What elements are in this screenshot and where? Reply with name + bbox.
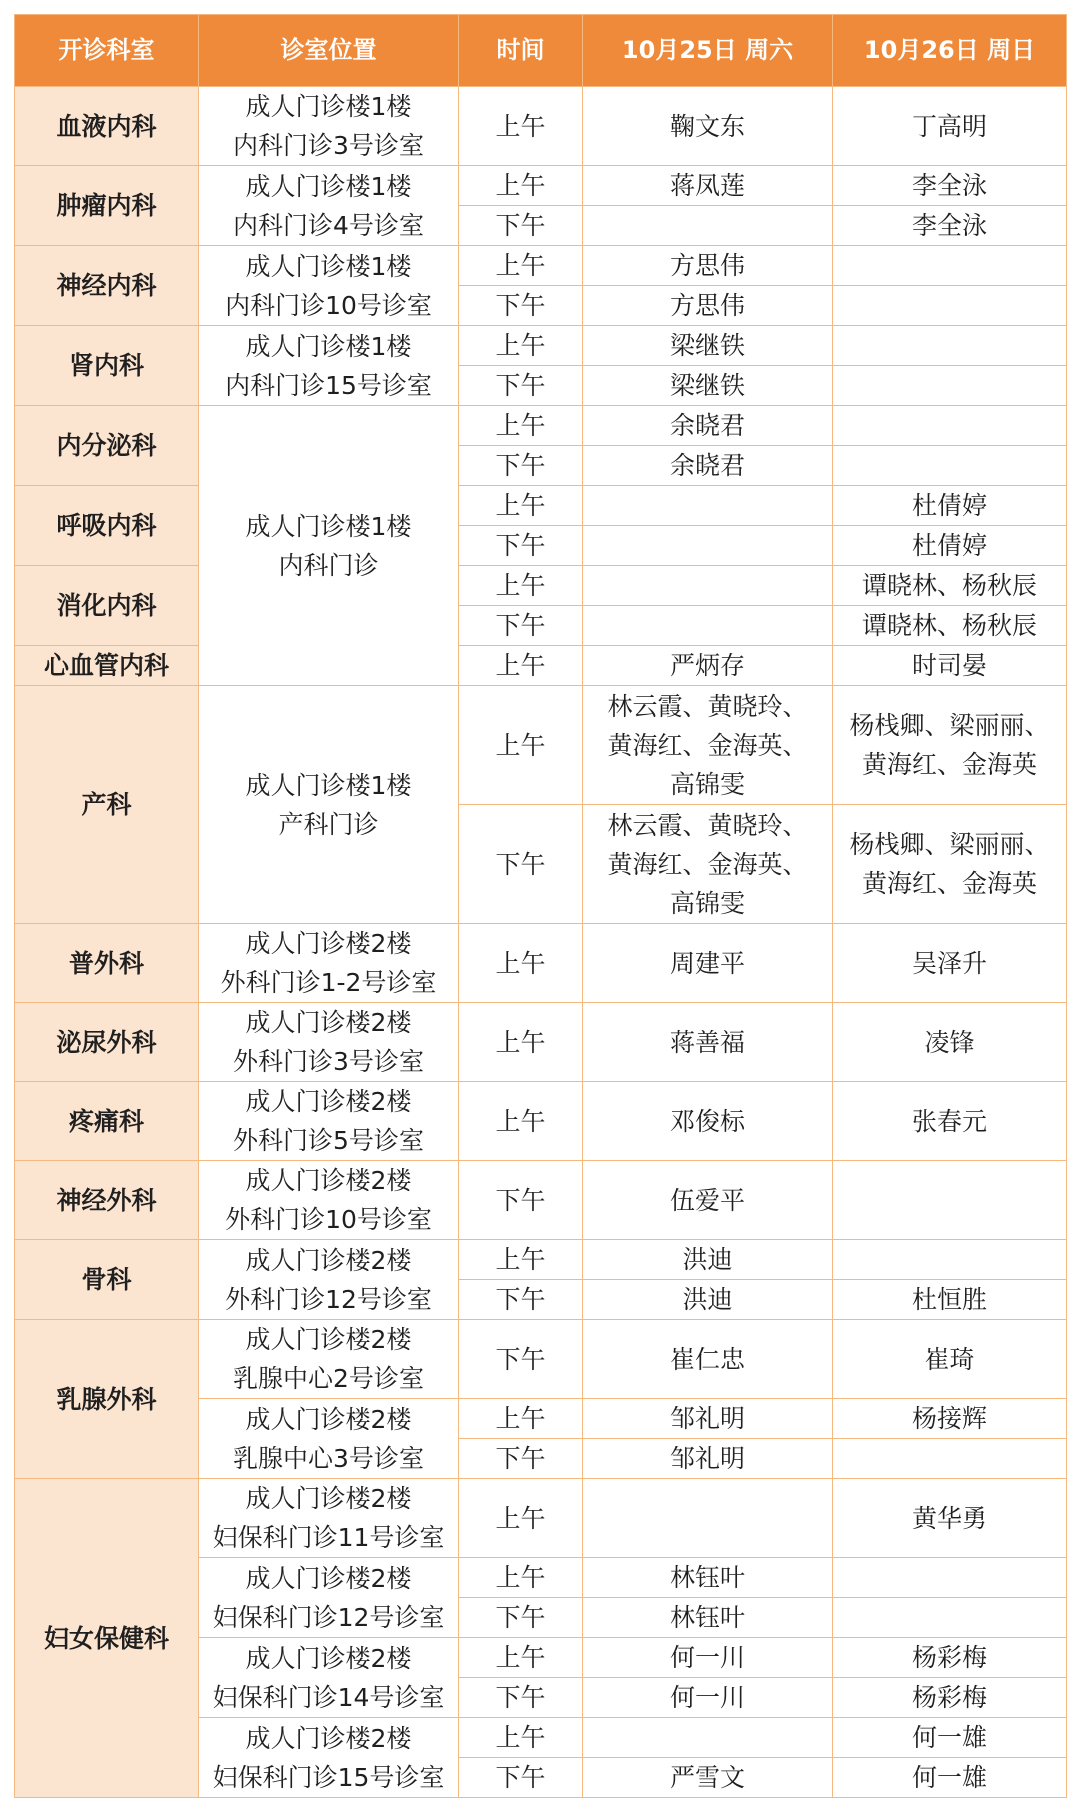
doctor-cell-day-2 — [833, 1439, 1067, 1479]
time-slot-cell: 上午 — [459, 1003, 583, 1082]
table-row — [15, 1161, 1067, 1240]
doctor-cell-day-2 — [833, 1598, 1067, 1638]
doctor-cell-day-1: 林钰叶 — [583, 1558, 833, 1598]
doctor-cell-day-2 — [833, 326, 1067, 366]
location-cell: 成人门诊楼1楼 产科门诊 — [199, 686, 459, 924]
location-cell: 成人门诊楼2楼 妇保科门诊12号诊室 — [199, 1558, 459, 1638]
doctor-cell-day-2: 杜倩婷 — [833, 526, 1067, 566]
doctor-cell-day-2 — [833, 286, 1067, 326]
time-slot-cell: 上午 — [459, 326, 583, 366]
table-row — [15, 486, 1067, 526]
dept-cell: 血液内科 — [15, 87, 199, 166]
dept-cell: 神经内科 — [15, 246, 199, 326]
doctor-cell-day-1: 梁继铁 — [583, 326, 833, 366]
doctor-cell-day-1: 洪迪 — [583, 1240, 833, 1280]
dept-cell: 内分泌科 — [15, 406, 199, 486]
time-slot-cell: 下午 — [459, 206, 583, 246]
doctor-cell-day-1: 林云霞、黄晓玲、 黄海红、金海英、 高锦雯 — [583, 686, 833, 805]
table-row — [15, 1320, 1067, 1399]
doctor-cell-day-1: 余晓君 — [583, 406, 833, 446]
dept-cell: 呼吸内科 — [15, 486, 199, 566]
location-cell: 成人门诊楼2楼 外科门诊3号诊室 — [199, 1003, 459, 1082]
location-cell: 成人门诊楼2楼 妇保科门诊11号诊室 — [199, 1479, 459, 1558]
doctor-cell-day-1 — [583, 606, 833, 646]
time-slot-cell: 上午 — [459, 1558, 583, 1598]
dept-cell: 消化内科 — [15, 566, 199, 646]
doctor-cell-day-2 — [833, 1558, 1067, 1598]
doctor-cell-day-2: 凌锋 — [833, 1003, 1067, 1082]
doctor-cell-day-2: 杨彩梅 — [833, 1678, 1067, 1718]
table-row — [15, 166, 1067, 206]
dept-cell: 妇女保健科 — [15, 1479, 199, 1798]
time-slot-cell: 下午 — [459, 1161, 583, 1240]
doctor-cell-day-2: 杨接辉 — [833, 1399, 1067, 1439]
time-slot-cell: 上午 — [459, 1479, 583, 1558]
doctor-cell-day-2: 杨栈卿、梁丽丽、 黄海红、金海英 — [833, 805, 1067, 924]
time-slot-cell: 上午 — [459, 1240, 583, 1280]
time-slot-cell: 下午 — [459, 1598, 583, 1638]
doctor-cell-day-2: 李全泳 — [833, 206, 1067, 246]
time-slot-cell: 下午 — [459, 1280, 583, 1320]
time-slot-cell: 上午 — [459, 1399, 583, 1439]
doctor-cell-day-1 — [583, 566, 833, 606]
time-slot-cell: 上午 — [459, 686, 583, 805]
dept-cell: 骨科 — [15, 1240, 199, 1320]
header-day-1: 10月25日 周六 — [583, 15, 833, 87]
header-location: 诊室位置 — [199, 15, 459, 87]
location-cell: 成人门诊楼2楼 外科门诊12号诊室 — [199, 1240, 459, 1320]
doctor-cell-day-2: 谭晓林、杨秋辰 — [833, 566, 1067, 606]
time-slot-cell: 上午 — [459, 406, 583, 446]
doctor-cell-day-2 — [833, 1240, 1067, 1280]
location-cell: 成人门诊楼1楼 内科门诊15号诊室 — [199, 326, 459, 406]
time-slot-cell: 上午 — [459, 246, 583, 286]
location-cell: 成人门诊楼2楼 乳腺中心3号诊室 — [199, 1399, 459, 1479]
dept-cell: 泌尿外科 — [15, 1003, 199, 1082]
table-body — [15, 87, 1067, 1798]
time-slot-cell: 上午 — [459, 646, 583, 686]
time-slot-cell: 上午 — [459, 1638, 583, 1678]
location-cell: 成人门诊楼2楼 外科门诊1-2号诊室 — [199, 924, 459, 1003]
doctor-cell-day-1: 何一川 — [583, 1678, 833, 1718]
location-cell: 成人门诊楼2楼 外科门诊5号诊室 — [199, 1082, 459, 1161]
dept-cell: 肾内科 — [15, 326, 199, 406]
time-slot-cell: 上午 — [459, 566, 583, 606]
doctor-cell-day-2: 谭晓林、杨秋辰 — [833, 606, 1067, 646]
dept-cell: 神经外科 — [15, 1161, 199, 1240]
table-row — [15, 646, 1067, 686]
time-slot-cell: 上午 — [459, 924, 583, 1003]
doctor-cell-day-1: 方思伟 — [583, 286, 833, 326]
doctor-cell-day-1: 邹礼明 — [583, 1439, 833, 1479]
doctor-cell-day-2: 时司晏 — [833, 646, 1067, 686]
location-cell: 成人门诊楼2楼 外科门诊10号诊室 — [199, 1161, 459, 1240]
table-row — [15, 1240, 1067, 1280]
dept-cell: 心血管内科 — [15, 646, 199, 686]
doctor-cell-day-1 — [583, 1718, 833, 1758]
header-dept: 开诊科室 — [15, 15, 199, 87]
table-row — [15, 406, 1067, 446]
doctor-cell-day-2: 何一雄 — [833, 1718, 1067, 1758]
time-slot-cell: 下午 — [459, 1439, 583, 1479]
doctor-cell-day-1: 伍爱平 — [583, 1161, 833, 1240]
table-row — [15, 1003, 1067, 1082]
time-slot-cell: 上午 — [459, 87, 583, 166]
doctor-cell-day-2 — [833, 1161, 1067, 1240]
time-slot-cell: 下午 — [459, 1320, 583, 1399]
time-slot-cell: 上午 — [459, 486, 583, 526]
doctor-cell-day-2 — [833, 246, 1067, 286]
doctor-cell-day-2 — [833, 446, 1067, 486]
doctor-cell-day-1: 严炳存 — [583, 646, 833, 686]
doctor-cell-day-1 — [583, 526, 833, 566]
doctor-cell-day-2 — [833, 366, 1067, 406]
location-cell: 成人门诊楼1楼 内科门诊4号诊室 — [199, 166, 459, 246]
location-cell: 成人门诊楼2楼 乳腺中心2号诊室 — [199, 1320, 459, 1399]
doctor-cell-day-1: 林钰叶 — [583, 1598, 833, 1638]
doctor-cell-day-1 — [583, 1479, 833, 1558]
time-slot-cell: 上午 — [459, 166, 583, 206]
time-slot-cell: 下午 — [459, 606, 583, 646]
doctor-cell-day-2: 崔琦 — [833, 1320, 1067, 1399]
doctor-cell-day-1: 蒋凤莲 — [583, 166, 833, 206]
doctor-cell-day-2: 李全泳 — [833, 166, 1067, 206]
time-slot-cell: 下午 — [459, 366, 583, 406]
doctor-cell-day-1: 周建平 — [583, 924, 833, 1003]
doctor-cell-day-1: 余晓君 — [583, 446, 833, 486]
table-row — [15, 566, 1067, 606]
doctor-cell-day-2: 黄华勇 — [833, 1479, 1067, 1558]
doctor-cell-day-2: 吴泽升 — [833, 924, 1067, 1003]
time-slot-cell: 上午 — [459, 1082, 583, 1161]
table-row — [15, 246, 1067, 286]
time-slot-cell: 下午 — [459, 805, 583, 924]
doctor-cell-day-1: 林云霞、黄晓玲、 黄海红、金海英、 高锦雯 — [583, 805, 833, 924]
doctor-cell-day-1 — [583, 206, 833, 246]
clinic-schedule-table — [14, 14, 1067, 1798]
doctor-cell-day-2: 杜恒胜 — [833, 1280, 1067, 1320]
doctor-cell-day-1: 蒋善福 — [583, 1003, 833, 1082]
doctor-cell-day-1 — [583, 486, 833, 526]
doctor-cell-day-1: 何一川 — [583, 1638, 833, 1678]
dept-cell: 疼痛科 — [15, 1082, 199, 1161]
dept-cell: 普外科 — [15, 924, 199, 1003]
table-row — [15, 1479, 1067, 1558]
doctor-cell-day-2: 杨彩梅 — [833, 1638, 1067, 1678]
location-cell: 成人门诊楼1楼 内科门诊10号诊室 — [199, 246, 459, 326]
doctor-cell-day-1: 梁继铁 — [583, 366, 833, 406]
doctor-cell-day-1: 方思伟 — [583, 246, 833, 286]
doctor-cell-day-1: 鞠文东 — [583, 87, 833, 166]
doctor-cell-day-2: 杨栈卿、梁丽丽、 黄海红、金海英 — [833, 686, 1067, 805]
header-day-2: 10月26日 周日 — [833, 15, 1067, 87]
table-row — [15, 1082, 1067, 1161]
doctor-cell-day-2: 何一雄 — [833, 1758, 1067, 1798]
location-cell: 成人门诊楼2楼 妇保科门诊14号诊室 — [199, 1638, 459, 1718]
time-slot-cell: 下午 — [459, 526, 583, 566]
doctor-cell-day-2: 丁高明 — [833, 87, 1067, 166]
location-cell: 成人门诊楼1楼 内科门诊 — [199, 406, 459, 686]
table-row — [15, 326, 1067, 366]
doctor-cell-day-1: 洪迪 — [583, 1280, 833, 1320]
doctor-cell-day-2: 张春元 — [833, 1082, 1067, 1161]
dept-cell: 乳腺外科 — [15, 1320, 199, 1479]
location-cell: 成人门诊楼2楼 妇保科门诊15号诊室 — [199, 1718, 459, 1798]
header-time: 时间 — [459, 15, 583, 87]
doctor-cell-day-1: 邓俊标 — [583, 1082, 833, 1161]
doctor-cell-day-1: 崔仁忠 — [583, 1320, 833, 1399]
time-slot-cell: 下午 — [459, 1758, 583, 1798]
time-slot-cell: 下午 — [459, 286, 583, 326]
dept-cell: 肿瘤内科 — [15, 166, 199, 246]
table-header-row — [15, 15, 1067, 87]
dept-cell: 产科 — [15, 686, 199, 924]
location-cell: 成人门诊楼1楼 内科门诊3号诊室 — [199, 87, 459, 166]
doctor-cell-day-1: 邹礼明 — [583, 1399, 833, 1439]
table-row — [15, 87, 1067, 166]
time-slot-cell: 上午 — [459, 1718, 583, 1758]
doctor-cell-day-2: 杜倩婷 — [833, 486, 1067, 526]
time-slot-cell: 下午 — [459, 1678, 583, 1718]
table-row — [15, 686, 1067, 805]
time-slot-cell: 下午 — [459, 446, 583, 486]
table-row — [15, 924, 1067, 1003]
doctor-cell-day-1: 严雪文 — [583, 1758, 833, 1798]
doctor-cell-day-2 — [833, 406, 1067, 446]
